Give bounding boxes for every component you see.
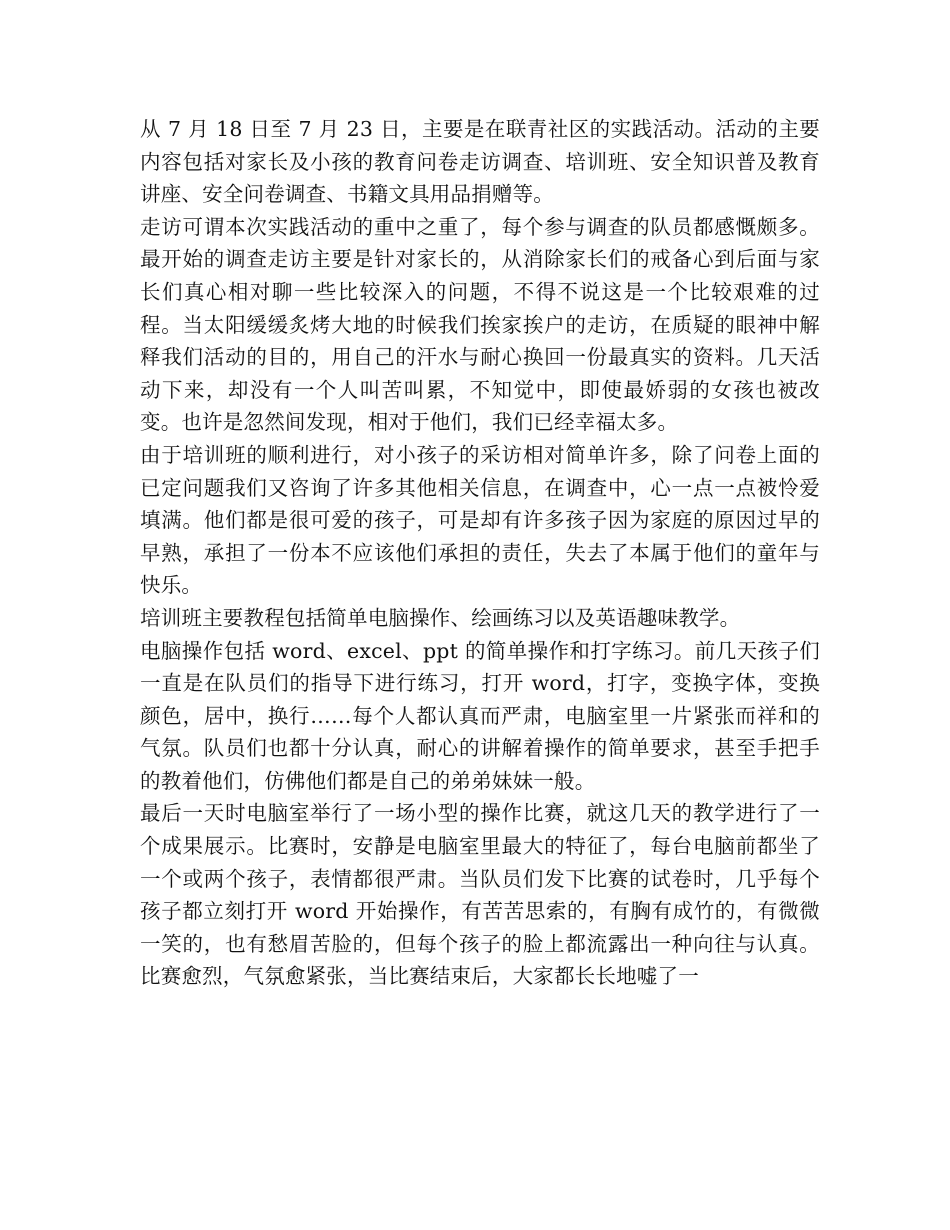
document-body (140, 113, 820, 993)
paragraph-5: 电脑操作包括 word、excel、ppt 的简单操作和打字练习。前几天孩子们一直是在队员们的指导下进行练习，打开 word，打字，变换字体，变换颜色，居中，换行……每个人都认真而严肃，电脑室里一片紧张而祥和的气氛。队员们也都十分认真，耐心的讲解着操作的简单要求，甚至手把手的教着他们，仿佛他们都是自己的弟弟妹妹一般。 (140, 638, 820, 793)
paragraph-1: 从 7 月 18 日至 7 月 23 日，主要是在联青社区的实践活动。活动的主要内容包括对家长及小孩的教育问卷走访调查、培训班、安全知识普及教育讲座、安全问卷调查、书籍文具用品捐赠等。 (140, 117, 820, 207)
paragraph-2: 走访可谓本次实践活动的重中之重了，每个参与调查的队员都感慨颇多。最开始的调查走访主要是针对家长的，从消除家长们的戒备心到后面与家长们真心相对聊一些比较深入的问题，不得不说这是一个比较艰难的过程。当太阳缓缓炙烤大地的时候我们挨家挨户的走访，在质疑的眼神中解释我们活动的目的，用自己的汗水与耐心换回一份最真实的资料。几天活动下来，却没有一个人叫苦叫累，不知觉中，即使最娇弱的女孩也被改变。也许是忽然间发现，相对于他们，我们已经幸福太多。 (140, 214, 820, 435)
paragraph-4: 培训班主要教程包括简单电脑操作、绘画练习以及英语趣味教学。 (140, 605, 741, 630)
paragraph-3: 由于培训班的顺利进行，对小孩子的采访相对简单许多，除了问卷上面的已定问题我们又咨询了许多其他相关信息，在调查中，心一点一点被怜爱填满。他们都是很可爱的孩子，可是却有许多孩子因为家庭的原因过早的早熟，承担了一份本不应该他们承担的责任，失去了本属于他们的童年与快乐。 (140, 442, 820, 598)
paragraph-6: 最后一天时电脑室举行了一场小型的操作比赛，就这几天的教学进行了一个成果展示。比赛时，安静是电脑室里最大的特征了，每台电脑前都坐了一个或两个孩子，表情都很严肃。当队员们发下比赛的试卷时，几乎每个孩子都立刻打开 word 开始操作，有苦苦思索的，有胸有成竹的，有微微一笑的，也有愁眉苦脸的，但每个孩子的脸上都流露出一种向往与认真。比赛愈烈，气氛愈紧张，当比赛结束后，大家都长长地嘘了一 (140, 801, 820, 989)
